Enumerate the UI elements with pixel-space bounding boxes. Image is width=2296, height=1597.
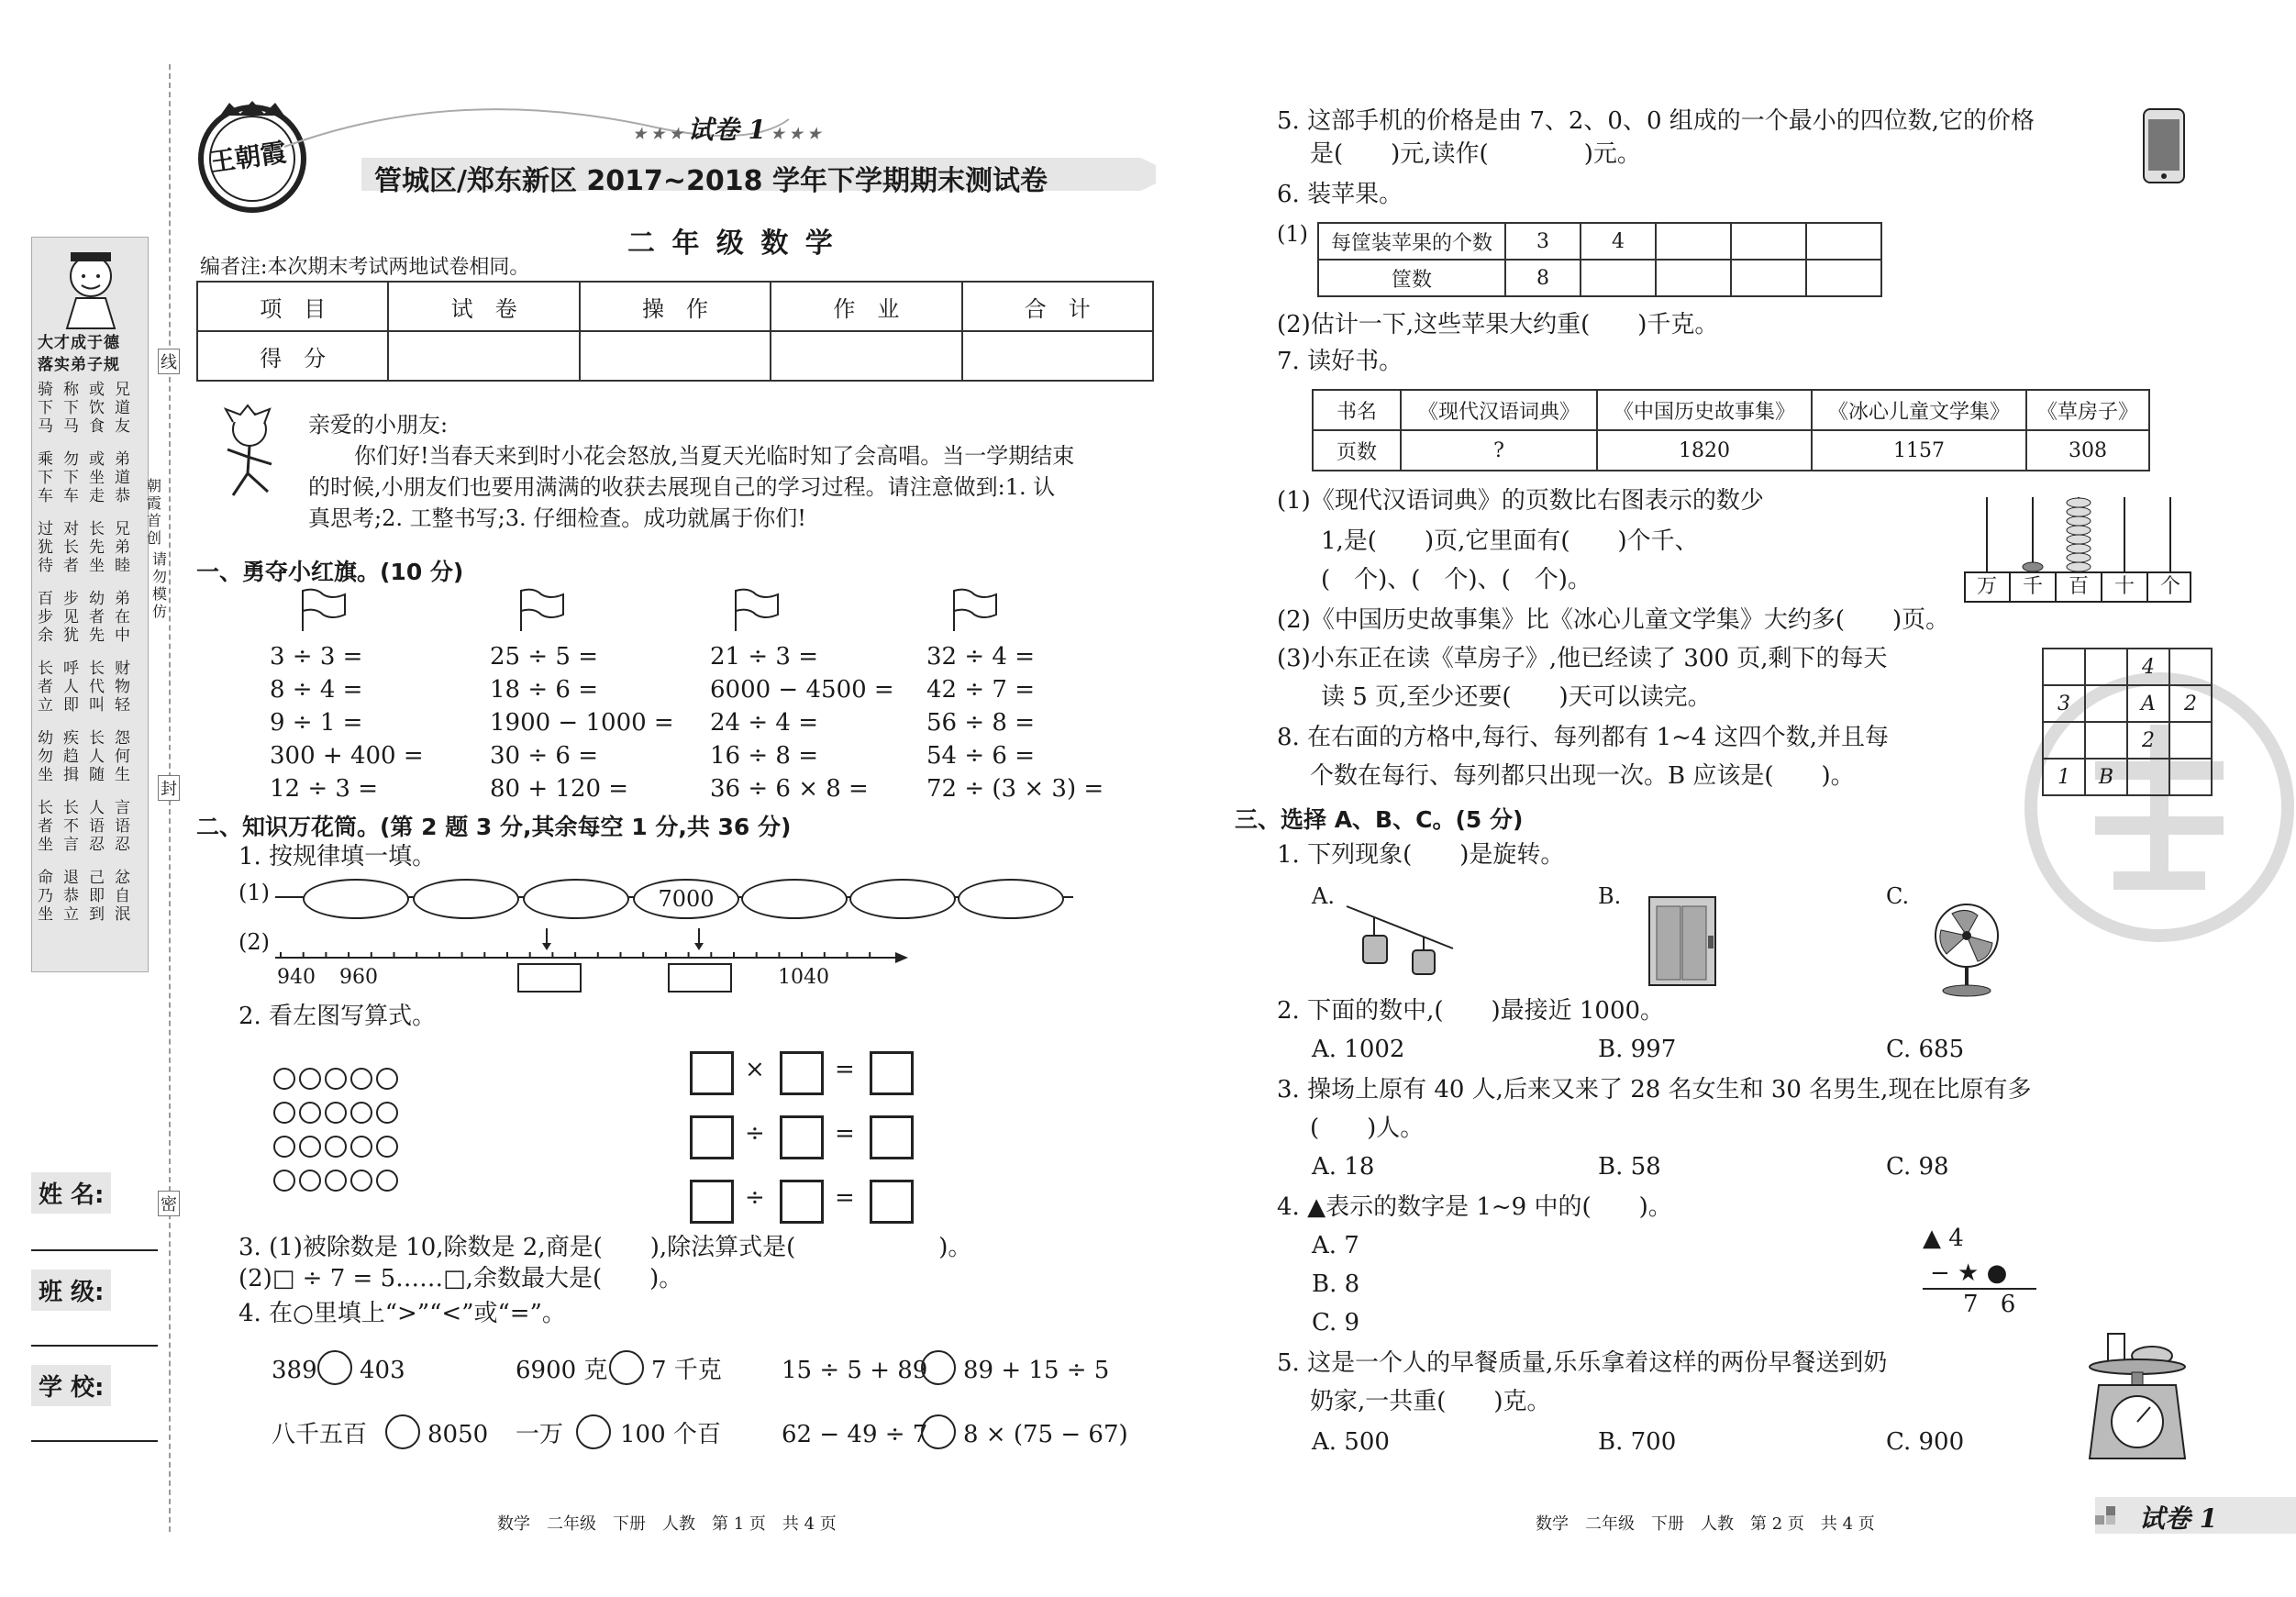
- compare-right: 403: [360, 1357, 405, 1384]
- r-q8b-text[interactable]: 个数在每行、每列都只出现一次。B 应该是( )。: [1310, 762, 1855, 790]
- equation-op: ÷: [745, 1120, 765, 1148]
- brand-logo-text: 王朝霞: [207, 137, 289, 178]
- tick-label: 960: [339, 966, 378, 989]
- s3-q4-opt-c[interactable]: C. 9: [1312, 1309, 1360, 1336]
- equation-op: ×: [745, 1056, 765, 1083]
- verse-col: 乘下车: [38, 450, 54, 505]
- equation-eq: =: [835, 1056, 855, 1083]
- s3-q5-opt-a[interactable]: A. 500: [1312, 1428, 1390, 1456]
- equation-box[interactable]: [780, 1051, 824, 1095]
- grid-row: [2043, 759, 2212, 795]
- calc-item[interactable]: 1900 − 1000 =: [490, 709, 674, 737]
- score-header-cell: 项 目: [197, 282, 388, 331]
- verse-col: 长先坐: [89, 520, 105, 575]
- score-cell-paper[interactable]: [388, 331, 579, 381]
- equation-box[interactable]: [870, 1115, 914, 1159]
- flag-icon: [728, 587, 783, 633]
- equation-box[interactable]: [690, 1180, 734, 1224]
- grid-cell: B: [2085, 759, 2127, 795]
- grid-cell: 1: [2043, 759, 2085, 795]
- grid-row: [2043, 722, 2212, 759]
- s2-q2-text: 2. 看左图写算式。: [238, 1003, 437, 1030]
- verse-col: 骑下马: [38, 381, 54, 436]
- grid-cell: [2085, 649, 2127, 685]
- pattern-blank[interactable]: [523, 879, 629, 919]
- equation-box[interactable]: [780, 1115, 824, 1159]
- calc-item[interactable]: 12 ÷ 3 =: [270, 775, 378, 803]
- table-cell[interactable]: [1806, 260, 1881, 296]
- exam-title: 管城区/郑东新区 2017~2018 学年下学期期末测试卷: [374, 165, 1048, 197]
- table-cell[interactable]: [1806, 223, 1881, 260]
- compare-circle[interactable]: [385, 1414, 420, 1449]
- verse-col: 百步余: [38, 590, 54, 645]
- table-cell: 每筐装苹果的个数: [1318, 223, 1505, 260]
- verse-col: 过犹待: [38, 520, 54, 575]
- score-header-cell: 合 计: [962, 282, 1153, 331]
- flag-icon: [514, 587, 569, 633]
- calc-item[interactable]: 6000 − 4500 =: [710, 676, 894, 704]
- score-cell-total[interactable]: [962, 331, 1153, 381]
- r-q5a-text: 5. 这部手机的价格是由 7、2、0、0 组成的一个最小的四位数,它的价格: [1277, 107, 2035, 135]
- s3-q5-opt-c[interactable]: C. 900: [1886, 1428, 1965, 1456]
- r-q8a-text: 8. 在右面的方格中,每行、每列都有 1~4 这四个数,并且每: [1277, 724, 1889, 751]
- score-cell-operation[interactable]: [580, 331, 771, 381]
- table-cell: 《草房子》: [2026, 390, 2149, 430]
- grid-cell: 3: [2043, 685, 2085, 722]
- footer-left: 数学 二年级 下册 人教 第 1 页 共 4 页: [497, 1514, 837, 1534]
- intro-line-3: 真思考;2. 工整书写;3. 仔细检查。成功就属于你们!: [308, 505, 806, 531]
- circle-row: [272, 1102, 400, 1136]
- mark-xian: 线: [158, 349, 180, 374]
- compare-right: 8 × (75 − 67): [963, 1421, 1128, 1448]
- verse-col: 言语忍: [115, 799, 131, 854]
- mark-original: 朝霞首创: [147, 477, 162, 547]
- s3-q2-text[interactable]: 2. 下面的数中,( )最接近 1000。: [1277, 997, 1665, 1025]
- verse-col: 长者立: [38, 660, 54, 715]
- score-table: [196, 281, 1154, 382]
- r-q7-3b-text[interactable]: 读 5 页,至少还要( )天可以读完。: [1321, 683, 1712, 711]
- r-q7-text: 7. 读好书。: [1277, 348, 1403, 375]
- elevator-door-icon: [1647, 895, 1717, 987]
- abacus-label: 百: [2069, 575, 2090, 598]
- calc-item[interactable]: 30 ÷ 6 =: [490, 742, 598, 770]
- equation-box[interactable]: [780, 1180, 824, 1224]
- calc-item[interactable]: 32 ÷ 4 =: [926, 643, 1035, 671]
- s3-q4-text[interactable]: 4. ▲表示的数字是 1~9 中的( )。: [1277, 1193, 1672, 1221]
- fan-icon: [1921, 899, 2022, 1000]
- intro-line-1: 你们好!当春天来到时小花会怒放,当夏天光临时知了会高唱。当一学期结束: [354, 443, 1075, 469]
- field-school-input[interactable]: [31, 1440, 158, 1442]
- table-cell[interactable]: [1731, 223, 1806, 260]
- field-name-input[interactable]: [31, 1249, 158, 1251]
- editor-note: 编者注:本次期末考试两地试卷相同。: [200, 256, 530, 279]
- number-line-blank[interactable]: [517, 963, 582, 993]
- calc-item[interactable]: 8 ÷ 4 =: [270, 676, 363, 704]
- motto-panel: [31, 237, 149, 972]
- paper-label: [633, 110, 821, 147]
- verse-col: 称下马: [63, 381, 80, 436]
- calc-item[interactable]: 21 ÷ 3 =: [710, 643, 818, 671]
- s2-q4-text: 4. 在○里填上“>”“<”或“=”。: [238, 1300, 566, 1327]
- r-q6-1-label: (1): [1277, 221, 1308, 247]
- verse-col: 人语忍: [89, 799, 105, 854]
- book-table: [1312, 389, 2150, 471]
- pattern-blank[interactable]: [303, 879, 409, 919]
- s3-q5a-text: 5. 这是一个人的早餐质量,乐乐拿着这样的两份早餐送到奶: [1277, 1349, 1888, 1377]
- table-cell: 《冰心儿童文学集》: [1812, 390, 2026, 430]
- flag-icon: [295, 587, 350, 633]
- r-q5b-text[interactable]: 是( )元,读作( )元。: [1310, 140, 1641, 168]
- s3-q2-opt-a[interactable]: A. 1002: [1312, 1036, 1405, 1063]
- mark-feng: 封: [158, 775, 180, 801]
- compare-left: 八千五百: [272, 1421, 368, 1448]
- verse-col: 对长者: [63, 520, 80, 575]
- grid-row: [2043, 649, 2212, 685]
- calc-item[interactable]: 16 ÷ 8 =: [710, 742, 818, 770]
- calc-item[interactable]: 25 ÷ 5 =: [490, 643, 598, 671]
- s2-q1-text: 1. 按规律填一填。: [238, 843, 437, 871]
- table-cell: 1157: [1812, 430, 2026, 471]
- number-line-blank[interactable]: [668, 963, 732, 993]
- calc-item[interactable]: 300 + 400 =: [270, 742, 424, 770]
- table-cell: 书名: [1313, 390, 1401, 430]
- grid-cell: [2169, 759, 2212, 795]
- mark-no-copy: 请勿模仿: [152, 550, 168, 620]
- verse-col: 长代叫: [89, 660, 105, 715]
- compare-right: 7 千克: [651, 1357, 722, 1384]
- subtraction-top: ▲ 4: [1923, 1225, 1964, 1252]
- verse-col: 兄道友: [115, 381, 131, 436]
- compare-right: 89 + 15 ÷ 5: [963, 1357, 1110, 1384]
- motto-line-2: 落实弟子规: [38, 356, 120, 374]
- motto-line-1: 大才成于德: [38, 334, 120, 352]
- score-header-cell: 操 作: [580, 282, 771, 331]
- intro-greeting: 亲爱的小朋友:: [308, 412, 449, 438]
- verse-col: 弟在中: [115, 590, 131, 645]
- verse-col: 退恭立: [63, 869, 80, 924]
- score-value-row: [197, 331, 1153, 381]
- equation-box[interactable]: [870, 1180, 914, 1224]
- calc-item[interactable]: 56 ÷ 8 =: [926, 709, 1035, 737]
- stars-right: ★ ★ ★: [765, 125, 821, 142]
- verse-col: 呼人即: [63, 660, 80, 715]
- verse-col: 疾趋揖: [63, 729, 80, 784]
- subtraction-middle: − ★ ●: [1930, 1259, 2008, 1287]
- section1-title: 一、勇夺小红旗。(10 分): [196, 559, 464, 585]
- s3-q1-opt-b[interactable]: B.: [1598, 883, 1622, 909]
- s3-q4-opt-a[interactable]: A. 7: [1312, 1232, 1359, 1259]
- s3-q3-opt-c[interactable]: C. 98: [1886, 1153, 1949, 1181]
- apple-table: [1317, 222, 1882, 297]
- compare-circle[interactable]: [921, 1350, 956, 1385]
- pattern-blank[interactable]: [413, 879, 519, 919]
- field-name-label: 姓 名:: [31, 1172, 111, 1214]
- table-cell[interactable]: [1656, 260, 1731, 296]
- circle-row: [272, 1170, 400, 1203]
- r-q7-1c-text[interactable]: ( 个)、( 个)、( 个)。: [1321, 566, 1592, 593]
- compare-left: 6900 克: [516, 1357, 608, 1384]
- table-cell[interactable]: [1581, 260, 1656, 296]
- equation-box[interactable]: [870, 1051, 914, 1095]
- table-row: [1313, 430, 2149, 471]
- phone-icon: [2141, 106, 2187, 185]
- equation-eq: =: [835, 1184, 855, 1212]
- r-q7-1b-text[interactable]: 1,是( )页,它里面有( )个千、: [1321, 527, 1699, 555]
- table-cell: 8: [1505, 260, 1581, 296]
- s2-q3b-text[interactable]: (2)□ ÷ 7 = 5……□,余数最大是( )。: [238, 1265, 683, 1292]
- table-cell: 《中国历史故事集》: [1597, 390, 1812, 430]
- compare-right: 100 个百: [620, 1421, 721, 1448]
- verse-col: 弟道恭: [115, 450, 131, 505]
- verse-col: 步见犹: [63, 590, 80, 645]
- calc-column-4: [926, 642, 1104, 807]
- s3-q1-text[interactable]: 1. 下列现象( )是旋转。: [1277, 841, 1565, 869]
- compare-left: 62 − 49 ÷ 7: [782, 1421, 928, 1448]
- pattern-blank[interactable]: [741, 879, 848, 919]
- circle-row: [272, 1136, 400, 1170]
- table-cell: 308: [2026, 430, 2149, 471]
- calc-item[interactable]: 80 + 120 =: [490, 775, 629, 803]
- compare-left: 15 ÷ 5 + 89: [782, 1357, 928, 1384]
- grid-cell: [2043, 722, 2085, 759]
- field-class-label: 班 级:: [31, 1270, 111, 1311]
- score-header-row: [197, 282, 1153, 331]
- pattern-blank[interactable]: [958, 879, 1064, 919]
- s3-q2-opt-b[interactable]: B. 997: [1598, 1036, 1677, 1063]
- subtraction-result: 7 6: [1963, 1291, 2024, 1318]
- verse-col: 怨何生: [115, 729, 131, 784]
- calc-item[interactable]: 3 ÷ 3 =: [270, 643, 363, 671]
- verse-col: 忿自泯: [115, 869, 131, 924]
- score-cell-homework[interactable]: [771, 331, 961, 381]
- scholar-figure: [39, 241, 140, 333]
- grid-cell: 2: [2169, 685, 2212, 722]
- number-grid: [2042, 648, 2213, 796]
- table-cell: 筐数: [1318, 260, 1505, 296]
- r-q6-2-text[interactable]: (2)估计一下,这些苹果大约重( )千克。: [1277, 311, 1719, 338]
- compare-circle[interactable]: [609, 1350, 644, 1385]
- calc-column-2: [490, 642, 674, 807]
- equation-eq: =: [835, 1120, 855, 1148]
- compare-circle[interactable]: [576, 1414, 611, 1449]
- intro-line-2: 的时候,小朋友们也要用满满的收获去展现自己的学习过程。请注意做到:1. 认: [308, 474, 1056, 500]
- score-header-cell: 试 卷: [388, 282, 579, 331]
- score-row-label: 得 分: [197, 331, 388, 381]
- grid-cell: [2085, 685, 2127, 722]
- r-q7-1a-text: (1)《现代汉语词典》的页数比右图表示的数少: [1277, 487, 1764, 515]
- section3-title: 三、选择 A、B、C。(5 分): [1235, 806, 1524, 833]
- circle-row: [272, 1068, 400, 1102]
- r-q7-3a-text: (3)小东正在读《草房子》,他已经读了 300 页,剩下的每天: [1277, 645, 1888, 672]
- grid-cell: 2: [2127, 722, 2169, 759]
- cable-car-icon: [1345, 903, 1455, 985]
- table-cell: 页数: [1313, 430, 1401, 471]
- grid-cell: [2043, 649, 2085, 685]
- compare-circle[interactable]: [921, 1414, 956, 1449]
- calc-item[interactable]: 24 ÷ 4 =: [710, 709, 818, 737]
- field-school-label: 学 校:: [31, 1365, 111, 1406]
- s3-q4-opt-b[interactable]: B. 8: [1312, 1270, 1360, 1298]
- s2-q1-1-label: (1): [238, 880, 270, 905]
- grid-cell: A: [2127, 685, 2169, 722]
- compare-left: 389: [272, 1357, 317, 1384]
- verse-col: 命乃坐: [38, 869, 54, 924]
- verse-block: [38, 381, 144, 968]
- flag-icon: [947, 587, 1002, 633]
- subject-title: 二 年 级 数 学: [627, 227, 837, 260]
- grid-cell: [2169, 649, 2212, 685]
- s3-q1-opt-c[interactable]: C.: [1886, 883, 1910, 909]
- score-header-cell: 作 业: [771, 282, 961, 331]
- grid-cell: 4: [2127, 649, 2169, 685]
- calc-item[interactable]: 42 ÷ 7 =: [926, 676, 1035, 704]
- verse-col: 长人随: [89, 729, 105, 784]
- compare-circle[interactable]: [317, 1350, 352, 1385]
- calc-item[interactable]: 72 ÷ (3 × 3) =: [926, 775, 1104, 803]
- verse-col: 或坐走: [89, 450, 105, 505]
- pattern-given-value: [633, 879, 739, 919]
- calc-column-1: [270, 642, 424, 807]
- verse-col: 或饮食: [89, 381, 105, 436]
- calc-column-3: [710, 642, 894, 807]
- verse-col: 长不言: [63, 799, 80, 854]
- s3-q3b-text[interactable]: ( )人。: [1310, 1115, 1425, 1142]
- kitchen-scale-icon: [2084, 1330, 2194, 1468]
- running-kid-icon: [213, 404, 286, 505]
- grid-cell: [2085, 722, 2127, 759]
- verse-col: 兄弟睦: [115, 520, 131, 575]
- s3-q5b-text[interactable]: 奶家,一共重( )克。: [1310, 1388, 1551, 1415]
- table-row: [1313, 390, 2149, 430]
- table-cell[interactable]: [1656, 223, 1731, 260]
- verse-col: 财物轻: [115, 660, 131, 715]
- section2-title: 二、知识万花筒。(第 2 题 3 分,其余每空 1 分,共 36 分): [196, 814, 792, 840]
- tick-label: 1040: [778, 966, 829, 989]
- compare-right: 8050: [427, 1421, 489, 1448]
- footer-badge-text: 试卷 1: [2139, 1503, 2218, 1534]
- s3-q2-opt-c[interactable]: C. 685: [1886, 1036, 1965, 1063]
- calc-item[interactable]: 36 ÷ 6 × 8 =: [710, 775, 869, 803]
- table-cell: 《现代汉语词典》: [1401, 390, 1597, 430]
- footer-badge-squares: [2095, 1506, 2132, 1525]
- circle-array: [272, 1068, 400, 1203]
- s2-q1-2-label: (2): [238, 929, 270, 955]
- s3-q3-opt-b[interactable]: B. 58: [1598, 1153, 1661, 1181]
- table-cell: 1820: [1597, 430, 1812, 471]
- tick-label: 940: [277, 966, 316, 989]
- abacus-label: 十: [2114, 575, 2135, 598]
- calc-item[interactable]: 9 ÷ 1 =: [270, 709, 363, 737]
- s2-q3a-text[interactable]: 3. (1)被除数是 10,除数是 2,商是( ),除法算式是( )。: [238, 1234, 972, 1261]
- s3-q1-opt-a[interactable]: A.: [1312, 883, 1335, 909]
- r-q7-2-text[interactable]: (2)《中国历史故事集》比《冰心儿童文学集》大约多( )页。: [1277, 606, 1950, 634]
- grid-cell: [2169, 722, 2212, 759]
- table-cell[interactable]: [1731, 260, 1806, 296]
- table-cell: 3: [1505, 223, 1581, 260]
- verse-col: 幼勿坐: [38, 729, 54, 784]
- compare-left: 一万: [516, 1421, 564, 1448]
- s3-q3a-text: 3. 操场上原有 40 人,后来又来了 28 名女生和 30 名男生,现在比原有多: [1277, 1076, 2032, 1103]
- table-cell: 4: [1581, 223, 1656, 260]
- verse-col: 勿下车: [63, 450, 80, 505]
- verse-col: 长者坐: [38, 799, 54, 854]
- pattern-value-text: 7000: [658, 886, 715, 912]
- table-row: [1318, 260, 1881, 296]
- r-q6-text: 6. 装苹果。: [1277, 181, 1403, 208]
- pattern-blank[interactable]: [849, 879, 956, 919]
- table-row: [1318, 223, 1881, 260]
- paper-label-text: 试卷 1: [687, 115, 766, 145]
- calc-item[interactable]: 18 ÷ 6 =: [490, 676, 598, 704]
- footer-right: 数学 二年级 下册 人教 第 2 页 共 4 页: [1536, 1514, 1875, 1534]
- equation-box[interactable]: [690, 1051, 734, 1095]
- equation-op: ÷: [745, 1184, 765, 1212]
- table-cell: ?: [1401, 430, 1597, 471]
- s3-q5-opt-b[interactable]: B. 700: [1598, 1428, 1677, 1456]
- equation-box[interactable]: [690, 1115, 734, 1159]
- abacus-label: 千: [2023, 575, 2044, 598]
- verse-col: 幼者先: [89, 590, 105, 645]
- grid-row: [2043, 685, 2212, 722]
- field-class-input[interactable]: [31, 1345, 158, 1347]
- calc-item[interactable]: 54 ÷ 6 =: [926, 742, 1035, 770]
- verse-col: 己即到: [89, 869, 105, 924]
- s3-q3-opt-a[interactable]: A. 18: [1312, 1153, 1375, 1181]
- abacus-label: 个: [2160, 575, 2181, 598]
- abacus-label: 万: [1977, 575, 1998, 598]
- stars-left: ★ ★ ★: [633, 125, 688, 142]
- grid-cell: [2127, 759, 2169, 795]
- mark-mi: 密: [158, 1191, 180, 1216]
